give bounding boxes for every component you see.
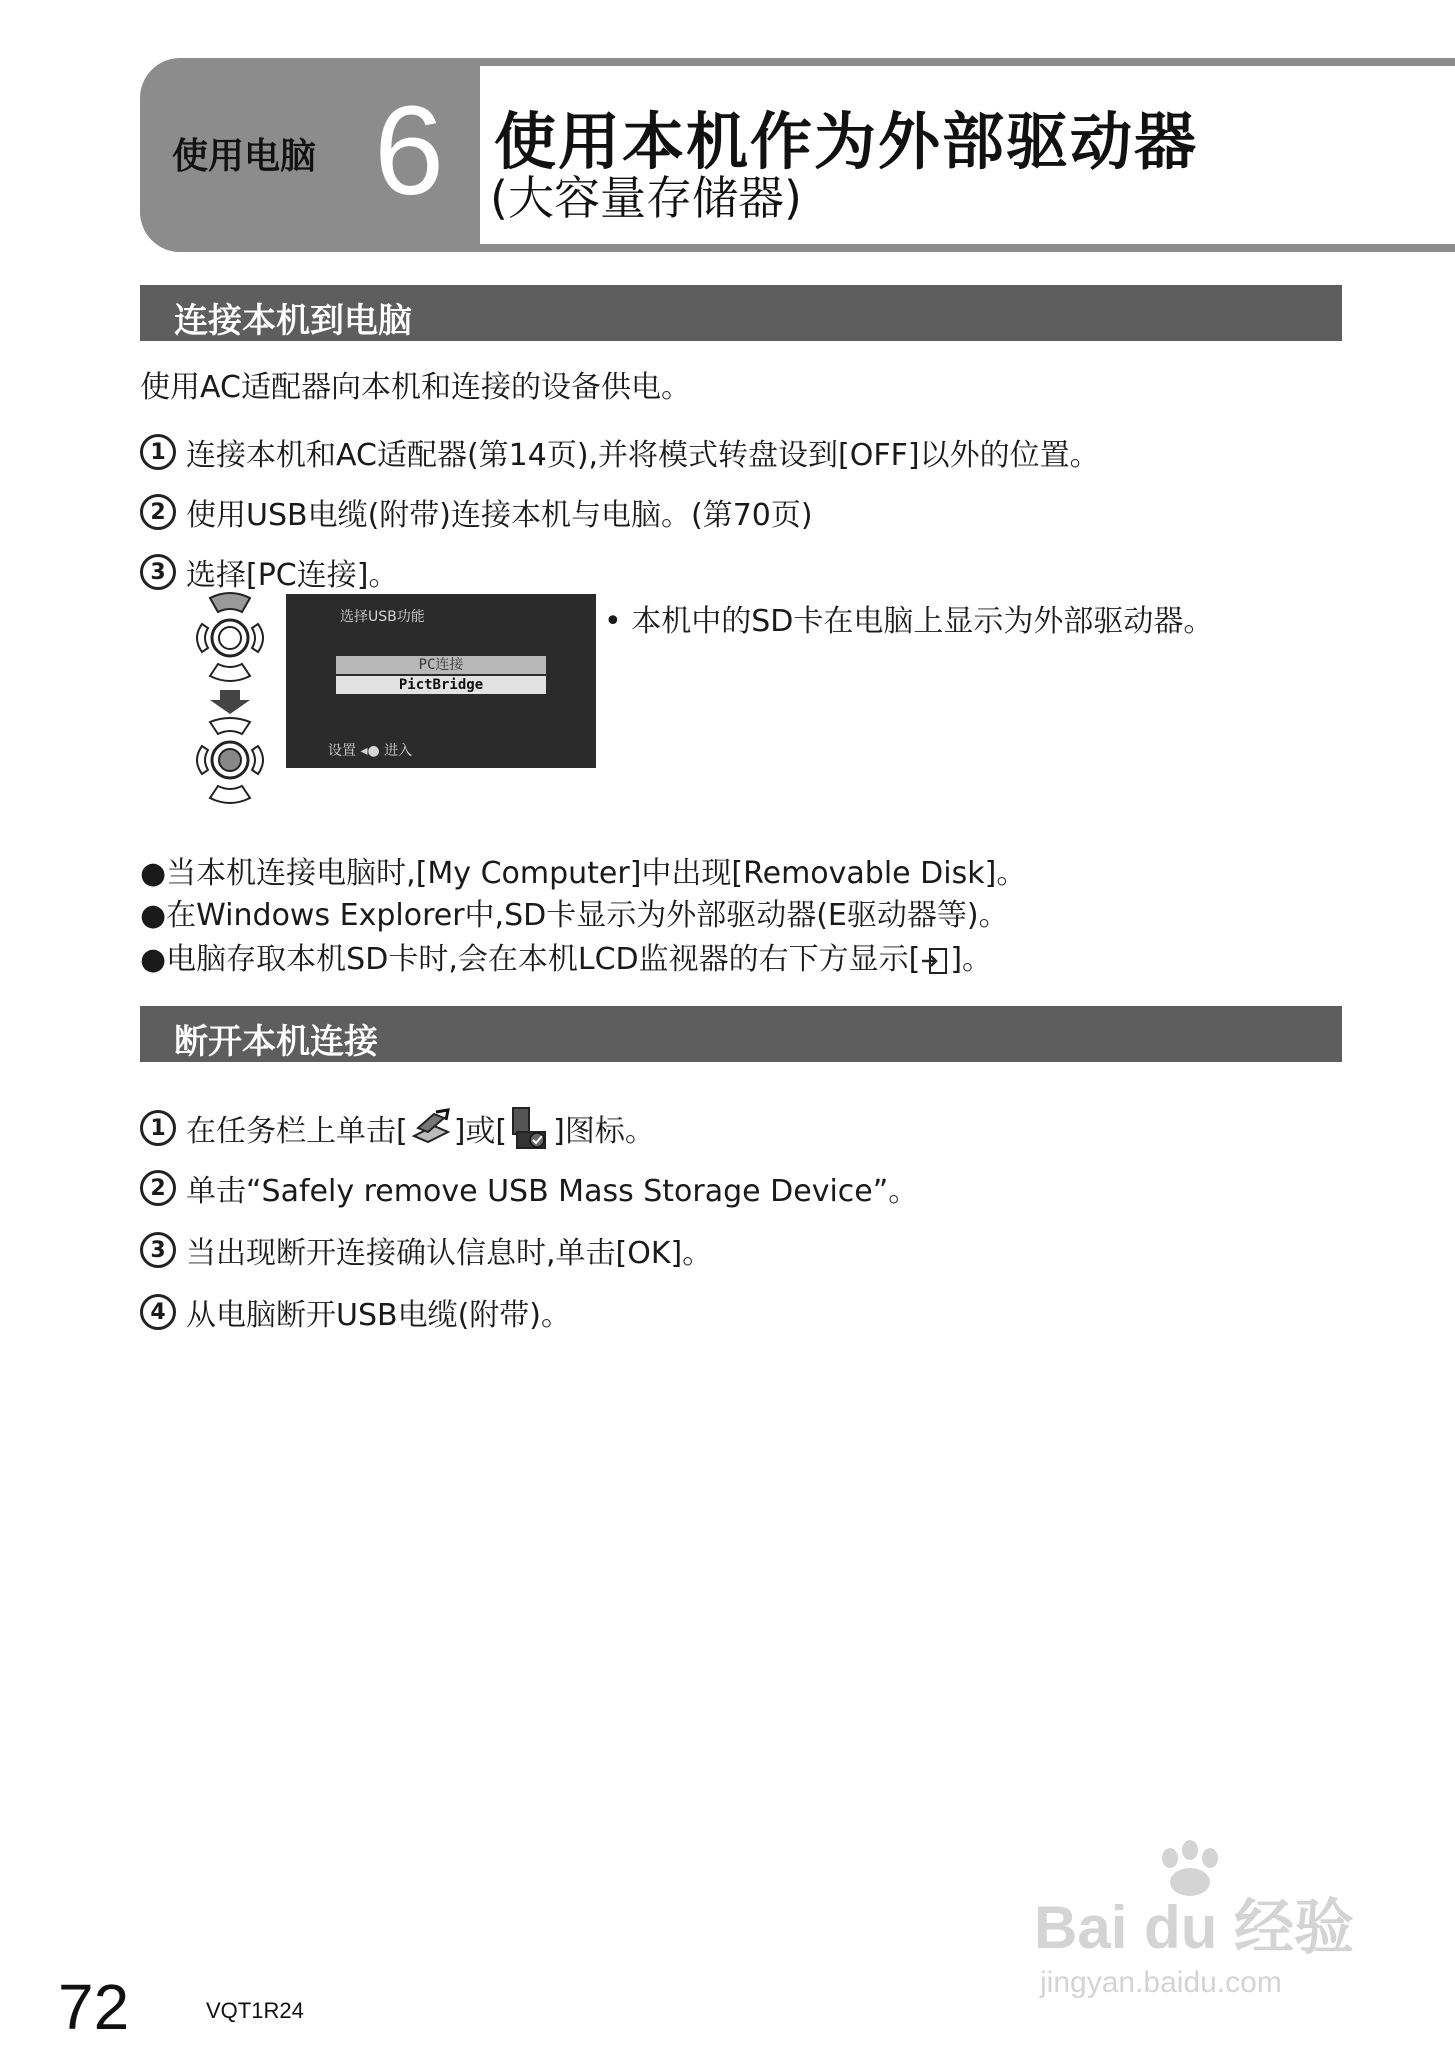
lcd-footer: 设置 ◂● 进入	[328, 743, 413, 759]
section-heading-disconnect	[140, 1006, 1342, 1062]
step-number: 2	[140, 494, 176, 530]
bullet-text: ●电脑存取本机SD卡时,会在本机LCD监视器的右下方显示[	[140, 942, 921, 977]
disconnect-step-1	[140, 1106, 655, 1150]
watermark-brand: Bai du 经验	[1034, 1894, 1355, 1961]
connect-step-3	[140, 550, 398, 594]
intro-text: 使用AC适配器向本机和连接的设备供电。	[140, 370, 691, 405]
step-number: 3	[140, 1232, 176, 1268]
disconnect-step-4	[140, 1290, 571, 1334]
chapter-number: 6	[374, 80, 445, 221]
step-text-a: 在任务栏上单击[	[186, 1114, 408, 1149]
dpad-center-icon	[197, 718, 263, 803]
step-text: 从电脑断开USB电缆(附带)。	[186, 1298, 571, 1333]
sd-card-note: • 本机中的SD卡在电脑上显示为外部驱动器。	[604, 604, 1214, 639]
usb-device-icon	[507, 1106, 553, 1150]
section-label: 使用电脑	[172, 136, 317, 177]
bullet-text-end: ]。	[950, 942, 993, 977]
bullet-explorer: ●在Windows Explorer中,SD卡显示为外部驱动器(E驱动器等)。	[140, 898, 1009, 933]
lcd-title: 选择USB功能	[340, 609, 425, 625]
section-heading-text: 连接本机到电脑	[174, 301, 412, 341]
connect-step-1	[140, 430, 1100, 474]
page-title: 使用本机作为外部驱动器	[494, 105, 1199, 178]
control-pad-illustration	[180, 590, 280, 810]
dpad-up-icon	[197, 593, 263, 681]
bullet-removable-disk: ●当本机连接电脑时,[My Computer]中出现[Removable Disk]。	[140, 856, 1027, 891]
connect-step-2	[140, 490, 813, 534]
header-separator	[458, 58, 466, 252]
lcd-option-pictbridge: PictBridge	[336, 676, 546, 694]
model-code: VQT1R24	[206, 1998, 304, 2023]
lcd-screen	[286, 594, 596, 768]
section-heading-text: 断开本机连接	[174, 1022, 378, 1062]
page-subtitle: (大容量存储器)	[490, 171, 802, 225]
step-number: 3	[140, 554, 176, 590]
step-number: 1	[140, 1110, 176, 1146]
safely-remove-hardware-icon	[408, 1108, 454, 1148]
step-text: 单击“Safely remove USB Mass Storage Device”。	[186, 1174, 919, 1209]
lcd-option-pc: PC连接	[336, 656, 546, 674]
step-number: 4	[140, 1294, 176, 1330]
step-number: 1	[140, 434, 176, 470]
card-access-icon	[920, 946, 950, 976]
step-text-c: ]图标。	[553, 1114, 655, 1149]
disconnect-step-3	[140, 1228, 712, 1272]
section-heading-connect	[140, 285, 1342, 341]
step-text: 当出现断开连接确认信息时,单击[OK]。	[186, 1236, 713, 1271]
arrow-down-icon	[210, 690, 250, 714]
step-text: 使用USB电缆(附带)连接本机与电脑。(第70页)	[186, 498, 813, 533]
watermark-url: jingyan.baidu.com	[1040, 1966, 1282, 1999]
bullet-access-indicator	[140, 934, 992, 978]
disconnect-step-2	[140, 1166, 918, 1210]
header-rule-bottom	[458, 244, 1455, 252]
header-rule-top	[458, 58, 1455, 66]
step-text-b: ]或[	[453, 1114, 508, 1149]
step-number: 2	[140, 1170, 176, 1206]
step-text: 连接本机和AC适配器(第14页),并将模式转盘设到[OFF]以外的位置。	[186, 438, 1100, 473]
page-number: 72	[58, 1971, 130, 2043]
step-text: 选择[PC连接]。	[186, 558, 399, 593]
